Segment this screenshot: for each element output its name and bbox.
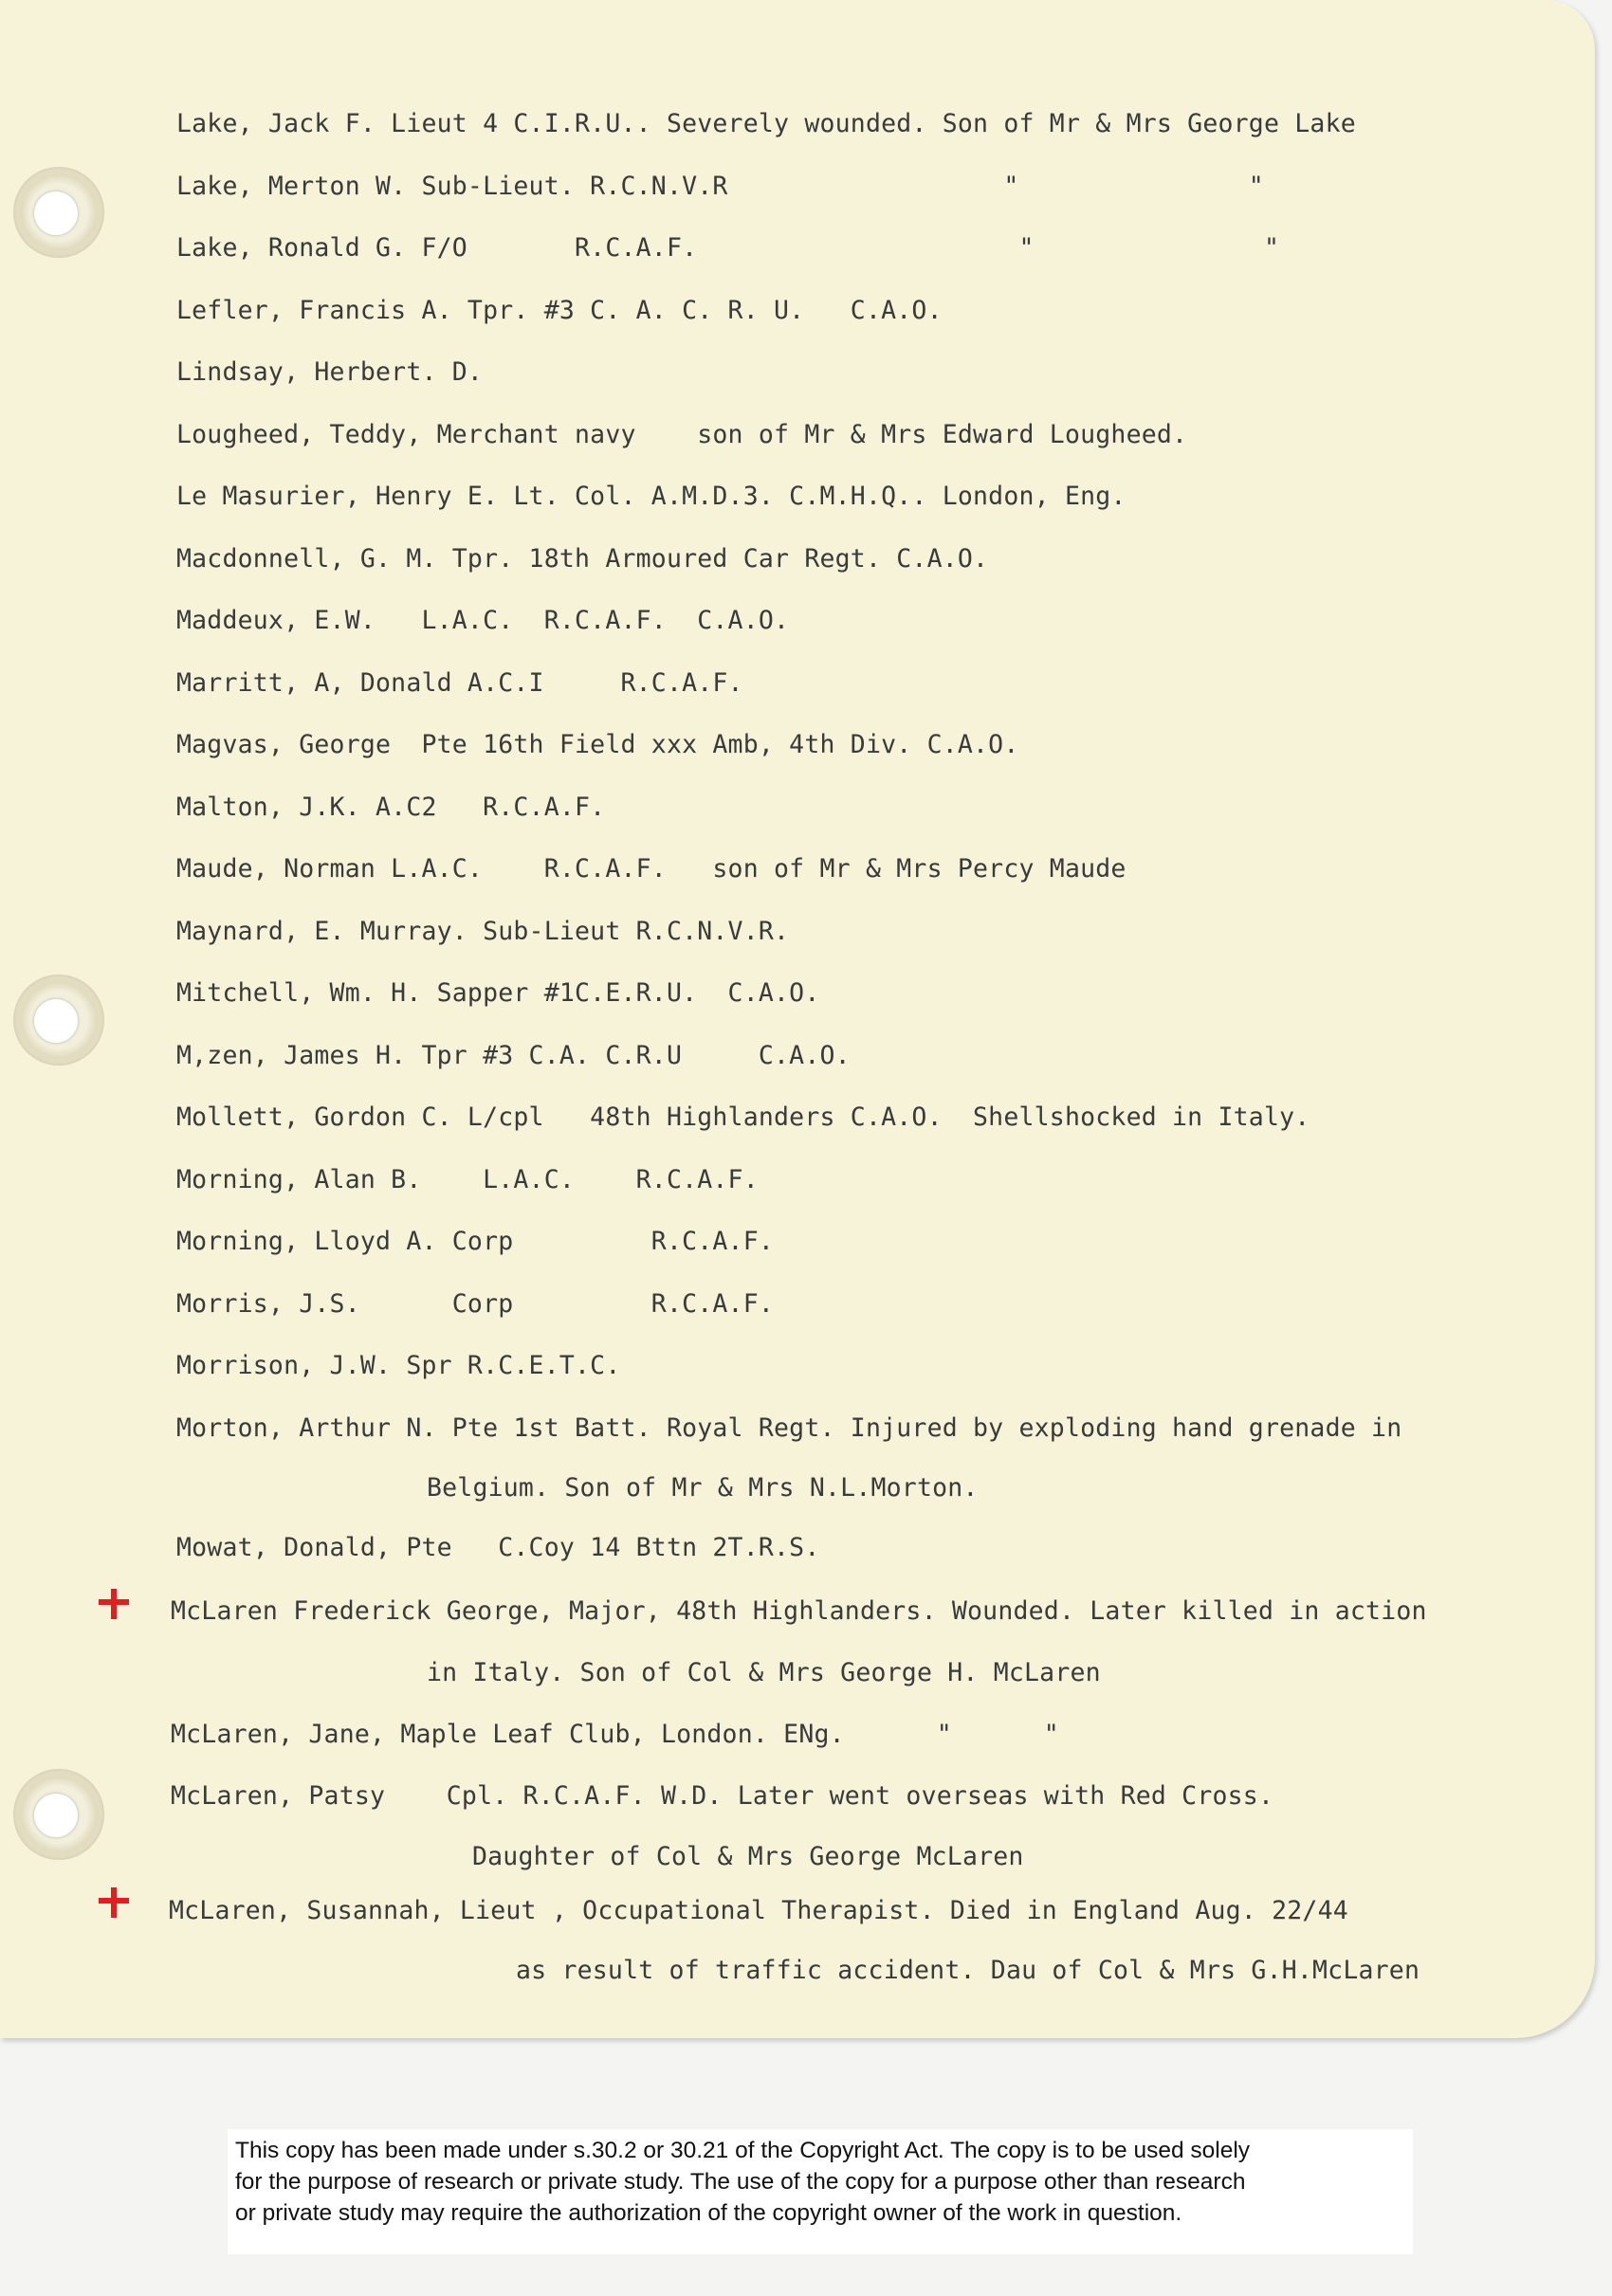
entry-line: Lougheed, Teddy, Merchant navy son of Mr & Mrs Edward Lougheed. bbox=[176, 420, 1188, 449]
copyright-notice-line: or private study may require the authorization of the copyright owner of the work in question. bbox=[235, 2200, 1182, 2226]
entry-line: Macdonnell, G. M. Tpr. 18th Armoured Car Regt. C.A.O. bbox=[176, 544, 989, 574]
red-cross-mark-icon bbox=[95, 1884, 133, 1922]
entry-line: Magvas, George Pte 16th Field xxx Amb, 4th Div. C.A.O. bbox=[176, 730, 1019, 759]
entry-continuation-line: Belgium. Son of Mr & Mrs N.L.Morton. bbox=[427, 1473, 979, 1503]
entry-line: Maynard, E. Murray. Sub-Lieut R.C.N.V.R. bbox=[176, 917, 790, 946]
entry-line: McLaren, Patsy Cpl. R.C.A.F. W.D. Later went overseas with Red Cross. bbox=[171, 1781, 1274, 1811]
entry-continuation-line: as result of traffic accident. Dau of Col & Mrs G.H.McLaren bbox=[516, 1956, 1420, 1985]
entry-line: Morning, Lloyd A. Corp R.C.A.F. bbox=[176, 1227, 775, 1256]
entry-line: M,zen, James H. Tpr #3 C.A. C.R.U C.A.O. bbox=[176, 1041, 851, 1070]
entry-line: Morrison, J.W. Spr R.C.E.T.C. bbox=[176, 1351, 621, 1380]
entry-line: Lake, Ronald G. F/O R.C.A.F. " " bbox=[176, 233, 1280, 263]
entry-line: Lindsay, Herbert. D. bbox=[176, 357, 484, 387]
entry-continuation-line: in Italy. Son of Col & Mrs George H. McLaren bbox=[427, 1658, 1101, 1687]
entry-line: McLaren, Jane, Maple Leaf Club, London. ENg. " " bbox=[171, 1720, 1059, 1749]
entry-line: Morton, Arthur N. Pte 1st Batt. Royal Regt. Injured by exploding hand grenade in bbox=[176, 1413, 1402, 1443]
entry-line: Lefler, Francis A. Tpr. #3 C. A. C. R. U. C.A.O. bbox=[176, 296, 943, 325]
copyright-notice bbox=[228, 2129, 1413, 2254]
entry-continuation-line: Daughter of Col & Mrs George McLaren bbox=[472, 1842, 1024, 1871]
entry-line: Mitchell, Wm. H. Sapper #1C.E.R.U. C.A.O. bbox=[176, 978, 820, 1008]
punch-hole-middle bbox=[13, 975, 104, 1066]
entry-line: Mowat, Donald, Pte C.Coy 14 Bttn 2T.R.S. bbox=[176, 1533, 820, 1562]
entry-line: McLaren, Susannah, Lieut , Occupational Therapist. Died in England Aug. 22/44 bbox=[169, 1896, 1348, 1925]
entry-line: Morris, J.S. Corp R.C.A.F. bbox=[176, 1289, 775, 1319]
entry-line: Malton, J.K. A.C2 R.C.A.F. bbox=[176, 793, 606, 822]
entry-line: Maddeux, E.W. L.A.C. R.C.A.F. C.A.O. bbox=[176, 606, 790, 635]
copyright-notice-line: for the purpose of research or private study. The use of the copy for a purpose other than research bbox=[235, 2169, 1246, 2195]
entry-line: Marritt, A, Donald A.C.I R.C.A.F. bbox=[176, 668, 743, 698]
red-cross-mark-icon bbox=[95, 1585, 133, 1623]
entry-line: Morning, Alan B. L.A.C. R.C.A.F. bbox=[176, 1165, 759, 1194]
entry-line: Mollett, Gordon C. L/cpl 48th Highlanders C.A.O. Shellshocked in Italy. bbox=[176, 1102, 1310, 1132]
entry-line: Lake, Merton W. Sub-Lieut. R.C.N.V.R " " bbox=[176, 172, 1264, 201]
punch-hole-top bbox=[13, 167, 104, 258]
entry-line: Le Masurier, Henry E. Lt. Col. A.M.D.3. C.M.H.Q.. London, Eng. bbox=[176, 482, 1127, 511]
punch-hole-bottom bbox=[13, 1769, 104, 1860]
entry-line: Maude, Norman L.A.C. R.C.A.F. son of Mr & Mrs Percy Maude bbox=[176, 854, 1127, 884]
entry-line: McLaren Frederick George, Major, 48th Highlanders. Wounded. Later killed in action bbox=[171, 1596, 1427, 1626]
copyright-notice-line: This copy has been made under s.30.2 or 30.21 of the Copyright Act. The copy is to be used solely bbox=[235, 2138, 1251, 2163]
entry-line: Lake, Jack F. Lieut 4 C.I.R.U.. Severely wounded. Son of Mr & Mrs George Lake bbox=[176, 109, 1356, 138]
